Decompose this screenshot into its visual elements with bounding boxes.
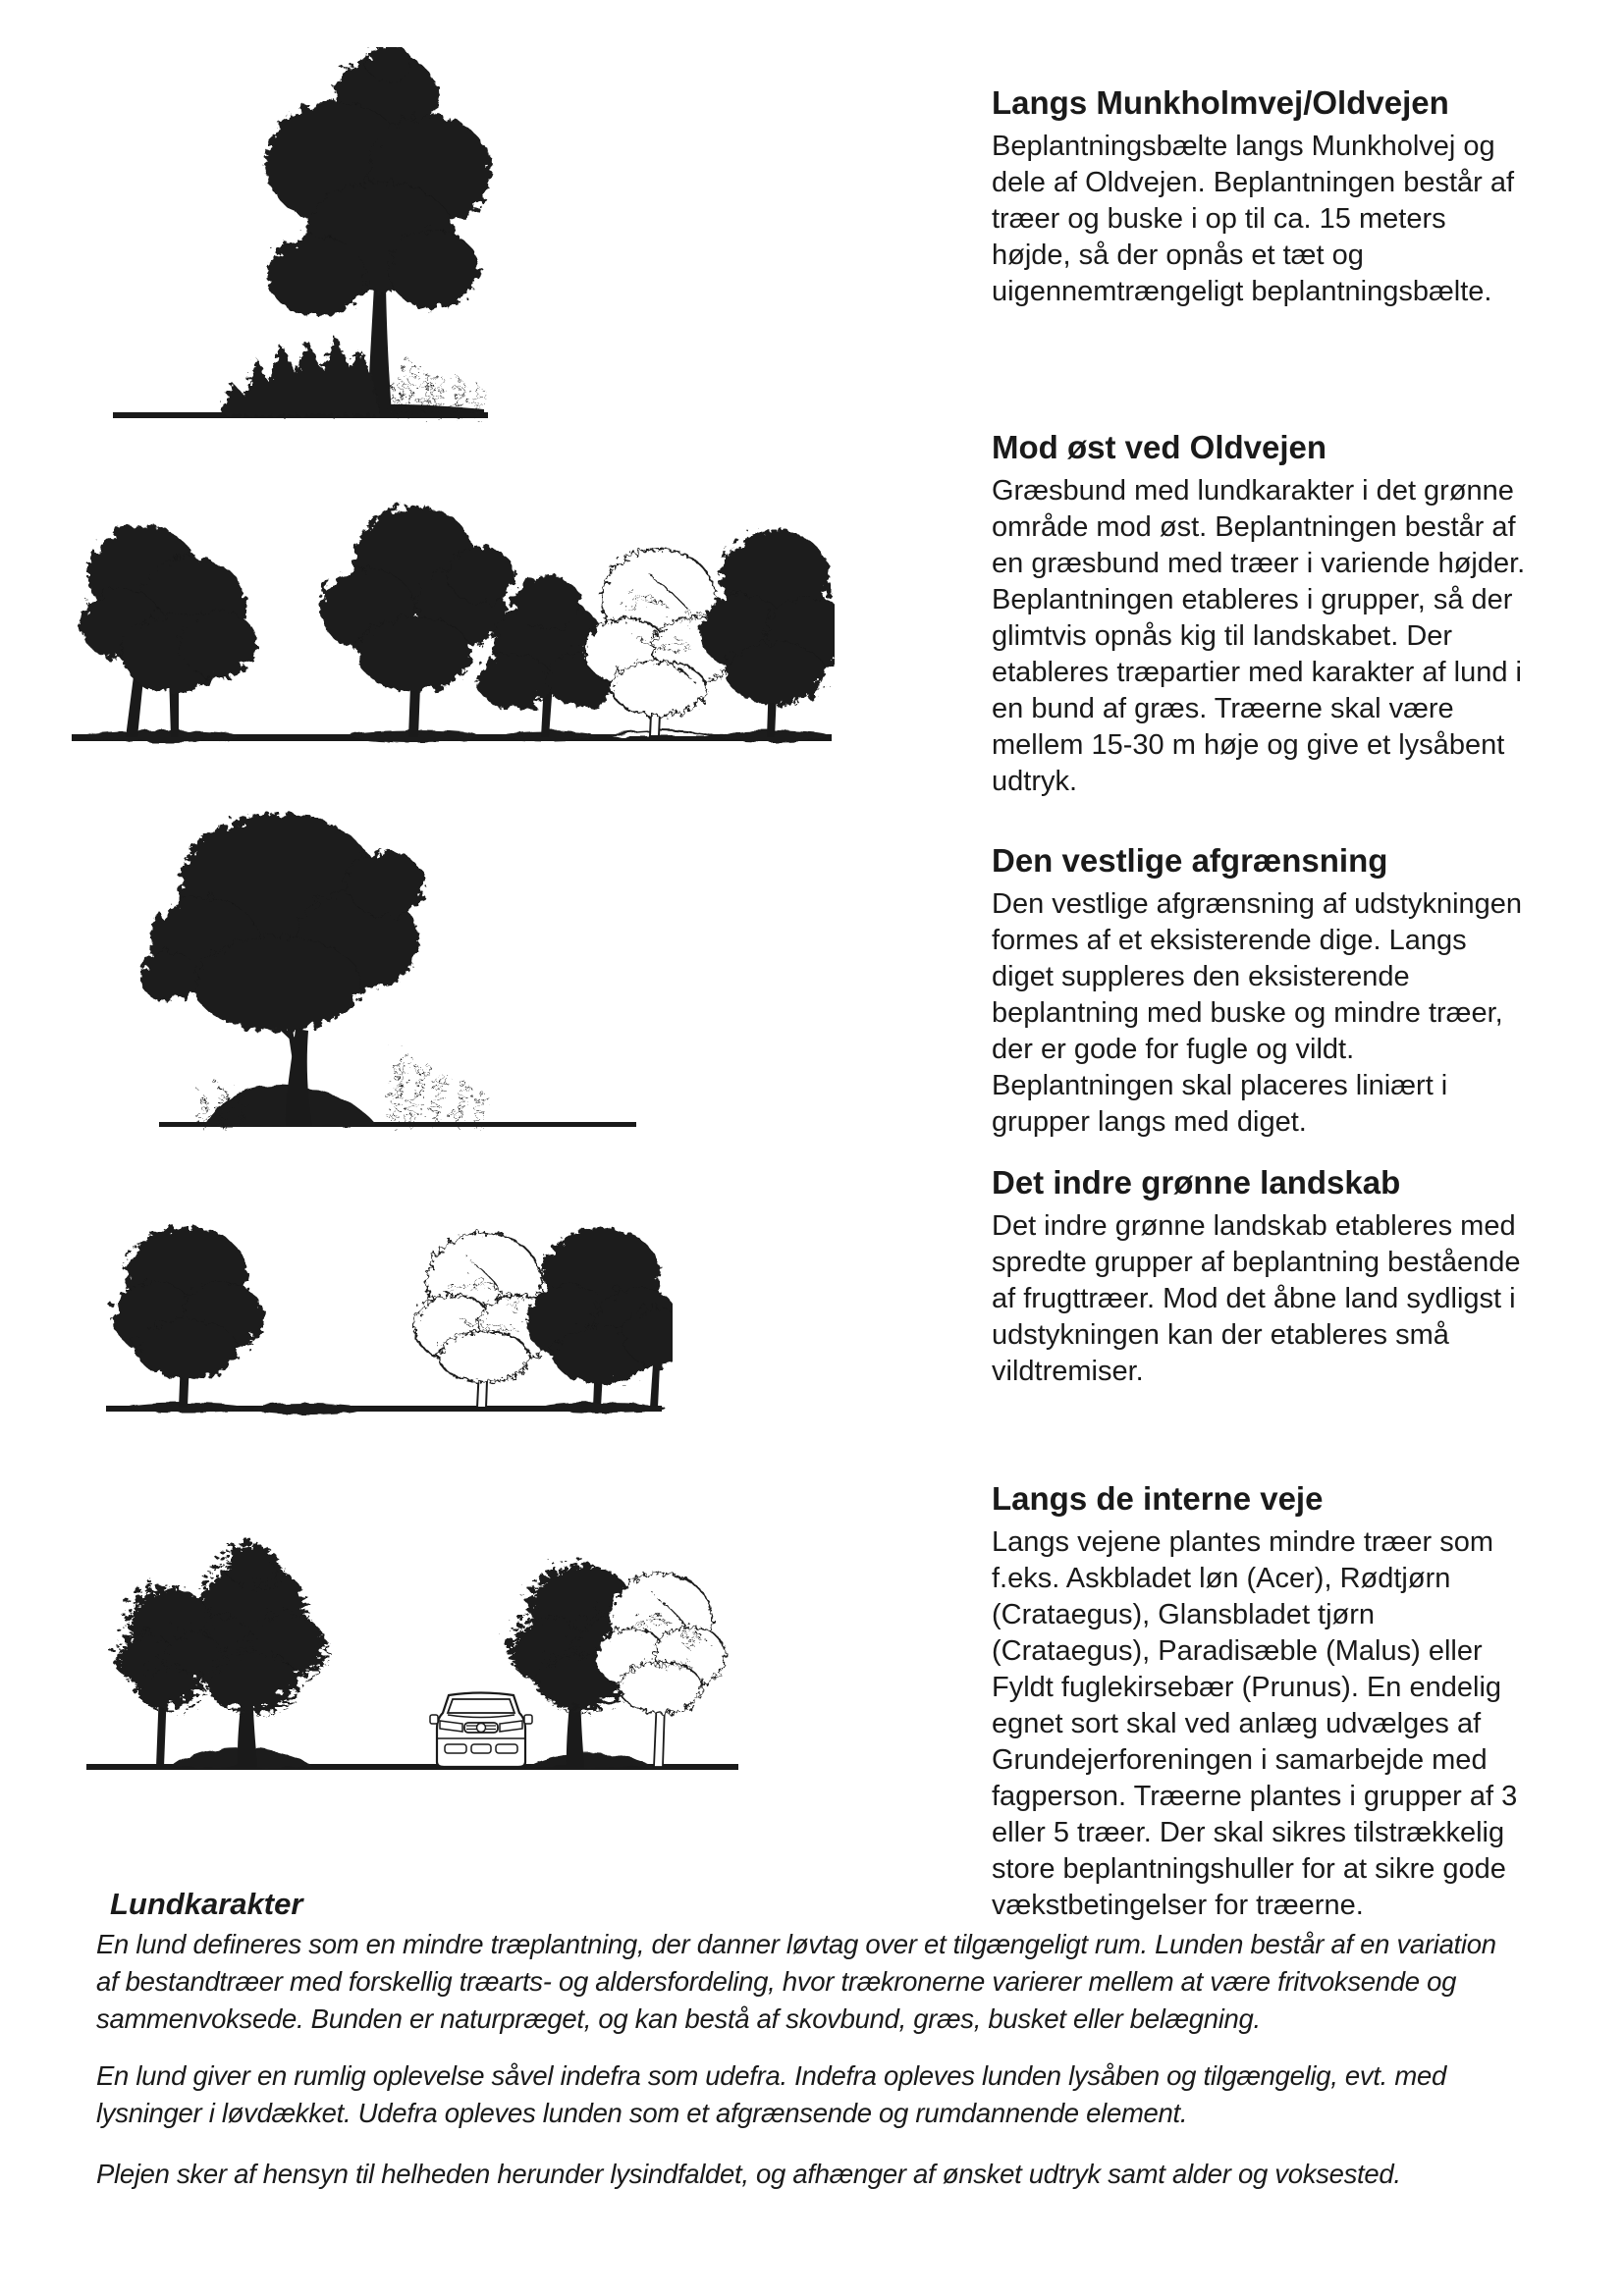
section-heading: Langs de interne veje (992, 1480, 1324, 1517)
left-tree (113, 1227, 264, 1408)
shrub-sketch-right (385, 1046, 479, 1123)
section-heading: Mod øst ved Oldvejen (992, 429, 1327, 465)
right-tree (700, 530, 835, 737)
section-heading: Den vestlige afgrænsning (992, 842, 1388, 879)
section-vestlige-afgraensning (992, 842, 1530, 1141)
car-icon (430, 1693, 532, 1769)
ground-shadow (252, 1403, 362, 1415)
section-body: Det indre grønne landskab etableres med spredte grupper af beplantning bestående af frugttræer. Mod det åbne land sydligst i udstykningen kan der etableres små vildtremiser. (992, 1210, 1521, 1387)
tree-row-illustration (69, 489, 835, 746)
planting-belt-illustration (103, 47, 496, 422)
street-trees-car-illustration (79, 1527, 746, 1775)
footer-heading: Lundkarakter (110, 1887, 303, 1921)
section-heading: Langs Munkholmvej/Oldvejen (992, 84, 1449, 121)
tall-tree (320, 506, 514, 737)
section-heading: Det indre grønne landskab (992, 1164, 1401, 1201)
section-body: Den vestlige afgrænsning af udstykningen formes af et eksisterende dige. Langs diget suppleres den eksisterende beplantning med buske og mindre træer, der er gode for fugle og vildt. Beplantningen skal placeres liniært i grupper langs med diget. (992, 888, 1523, 1138)
footer-paragraph: En lund defineres som en mindre træplantning, der danner løvtag over et tilgængeligt rum. Lunden består af en variation af bestandtræer med forskellig træarts- og aldersfordeling, hvor trækronerne varierer mellem at være fritvoksende og sammenvoksede. Bunden er naturpræget, og kan bestå af skovbund, græs, busket eller belægning. (96, 1929, 1496, 2034)
footer-paragraph: En lund giver en rumlig oplevelse såvel indefra som udefra. Indefra opleves lunden lysåben og tilgængelig, evt. med lysninger i løvdækket. Udefra opleves lunden som et afgrænsende og rumdannende element. (96, 2060, 1446, 2128)
shrub-mass (219, 337, 380, 415)
tree-pair (81, 526, 257, 737)
tree-crown (265, 47, 491, 315)
right-tree-group (525, 1227, 673, 1413)
section-munkholmvej (992, 84, 1530, 310)
section-body: Beplantningsbælte langs Munkholvej og dele af Oldvejen. Beplantningen består af træer og buske i op til ca. 15 meters højde, så der opnås et tæt og uigennemtrængeligt beplantningsbælte. (992, 131, 1515, 307)
section-interne-veje (992, 1480, 1530, 1924)
outline-tree-right (596, 1574, 726, 1767)
tree-groups-illustration (103, 1219, 673, 1415)
tree-crown (139, 814, 424, 1031)
section-body: Græsbund med lundkarakter i det grønne område mod øst. Beplantningen består af en græsbund med træer i variende højder. Beplantningen etableres i grupper, så der glimtvis opnås kig til landskabet. Der etableres træpartier med karakter af lund i en bund af græs. Træerne skal være mellem 15-30 m høje og give et lysåbent udtryk. (992, 475, 1526, 797)
grass-sketch (390, 359, 476, 412)
dike-tree-illustration (108, 797, 638, 1131)
footer-paragraph: Plejen sker af hensyn til helheden herunder lysindfaldet, og afhænger af ønsket udtryk samt alder og voksested. (96, 2159, 1401, 2189)
section-indre-landskab (992, 1164, 1530, 1390)
ground-mound-right (528, 1753, 654, 1767)
section-body: Langs vejene plantes mindre træer som f.eks. Askbladet løn (Acer), Rødtjørn (Crataegus), Glansbladet tjørn (Crataegus), Paradisæble (Malus) eller Fyldt fuglekirsebær (Prunus). En endelig egnet sort skal ved anlæg udvælges af Grundejerforeningen i samarbejde med fagperson. Træerne plantes i grupper af 3 eller 5 træer. Der skal sikres tilstrækkelig store beplantningshuller for at sikre gode vækstbetingelser for træerne. (992, 1526, 1518, 1921)
section-oldvejen-east (992, 429, 1530, 800)
